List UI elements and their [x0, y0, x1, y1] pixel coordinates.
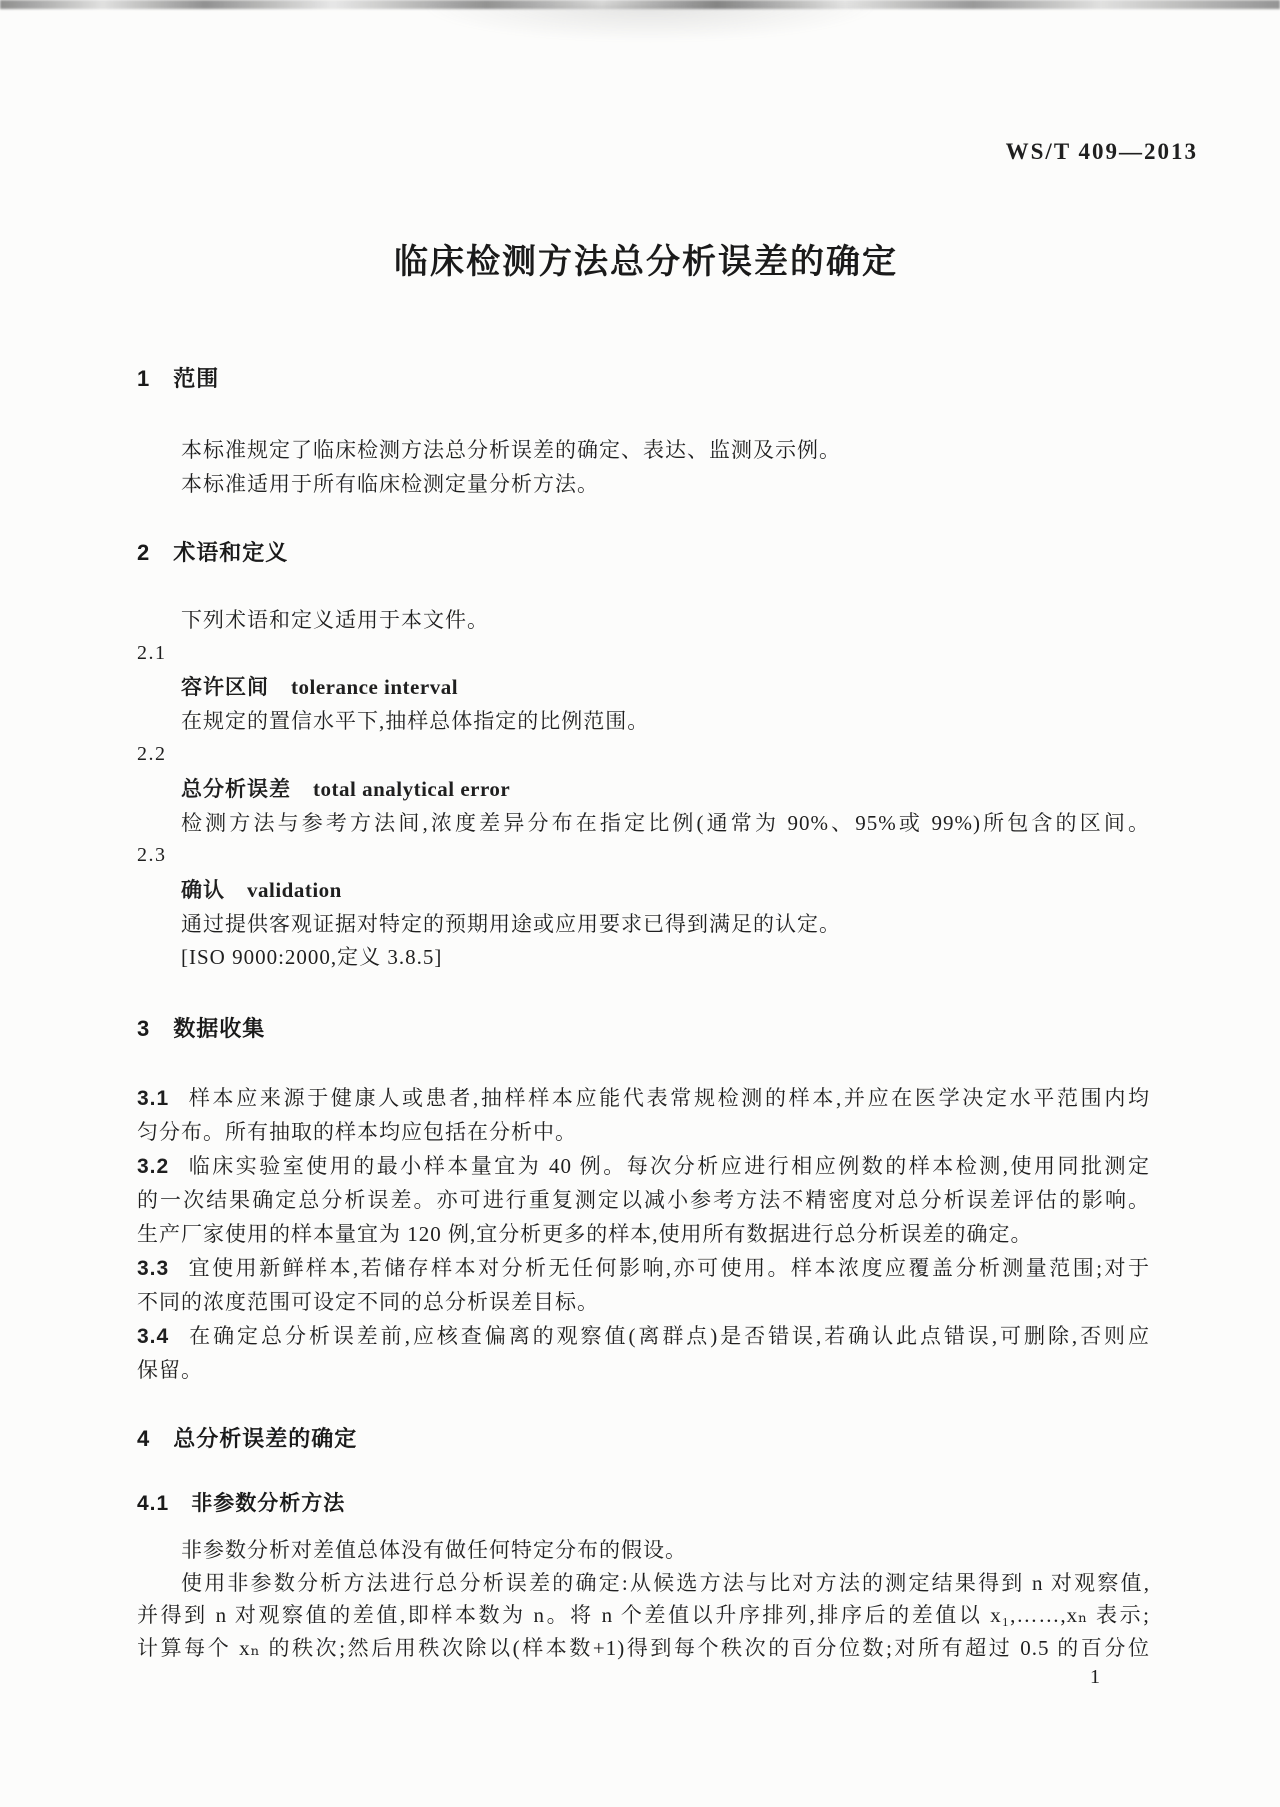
term-2-2-english: total analytical error: [313, 777, 511, 801]
clause-3-4-line-2: 保留。: [137, 1358, 203, 1382]
section-1-paragraph-2: 本标准适用于所有临床检测定量分析方法。: [181, 472, 599, 496]
section-2-intro: 下列术语和定义适用于本文件。: [181, 608, 489, 632]
standard-code: WS/T 409—2013: [1005, 139, 1198, 164]
document-title: 临床检测方法总分析误差的确定: [394, 243, 898, 281]
term-2-1-english: tolerance interval: [291, 675, 459, 699]
term-2-1-title: [181, 673, 458, 702]
term-2-2-chinese: 总分析误差: [181, 778, 291, 801]
clause-3-4-text: 在确定总分析误差前,应核查偏离的观察值(离群点)是否错误,若确认此点错误,可删除,否则应: [187, 1324, 1150, 1348]
section-1-heading: 1 范围: [137, 366, 220, 391]
clause-3-3-text: 宜使用新鲜样本,若储存样本对分析无任何影响,亦可使用。样本浓度应覆盖分析测量范围;对于: [187, 1256, 1150, 1280]
term-2-3-english: validation: [247, 878, 342, 902]
clause-3-1-line-2: 匀分布。所有抽取的样本均应包括在分析中。: [137, 1120, 577, 1144]
section-4-1-paragraph-2-line-1: 使用非参数分析方法进行总分析误差的确定:从候选方法与比对方法的测定结果得到 n 对观察值,: [181, 1571, 1150, 1595]
section-4-1-paragraph-2-line-2: 并得到 n 对观察值的差值,即样本数为 n。将 n 个差值以升序排列,排序后的差值以 x₁,……,xₙ 表示;: [137, 1603, 1150, 1627]
term-2-3-chinese: 确认: [181, 879, 225, 902]
scan-artifact-smudge: [420, 6, 880, 42]
clause-3-1-number: 3.1: [137, 1087, 170, 1110]
clause-3-4-line-1: [137, 1322, 1150, 1351]
term-2-3-definition: 通过提供客观证据对特定的预期用途或应用要求已得到满足的认定。: [181, 912, 841, 936]
clause-3-3-number: 3.3: [137, 1257, 170, 1280]
clause-3-1-line-1: [137, 1084, 1150, 1113]
term-2-3-number: 2.3: [137, 844, 167, 866]
clause-3-3-line-1: [137, 1254, 1150, 1283]
term-2-1-definition: 在规定的置信水平下,抽样总体指定的比例范围。: [181, 709, 650, 733]
term-2-1-number: 2.1: [137, 642, 167, 664]
term-2-1-chinese: 容许区间: [181, 676, 269, 699]
clause-3-2-text: 临床实验室使用的最小样本量宜为 40 例。每次分析应进行相应例数的样本检测,使用同批测定: [187, 1154, 1150, 1178]
term-2-3-title: [181, 876, 342, 905]
section-4-1-heading: 4.1 非参数分析方法: [137, 1492, 346, 1515]
section-2-heading: 2 术语和定义: [137, 540, 289, 565]
section-4-heading: 4 总分析误差的确定: [137, 1426, 358, 1451]
page-number: 1: [1090, 1666, 1101, 1688]
clause-3-2-number: 3.2: [137, 1155, 170, 1178]
section-4-1-paragraph-1: 非参数分析对差值总体没有做任何特定分布的假设。: [181, 1538, 687, 1562]
clause-3-2-line-2: 的一次结果确定总分析误差。亦可进行重复测定以减小参考方法不精密度对总分析误差评估的影响。: [137, 1188, 1150, 1212]
section-3-heading: 3 数据收集: [137, 1016, 266, 1041]
term-2-2-definition: 检测方法与参考方法间,浓度差异分布在指定比例(通常为 90%、95%或 99%)所包含的区间。: [181, 811, 1150, 835]
clause-3-2-line-3: 生产厂家使用的样本量宜为 120 例,宜分析更多的样本,使用所有数据进行总分析误差的确定。: [137, 1222, 1033, 1246]
clause-3-2-line-1: [137, 1152, 1150, 1181]
term-2-2-number: 2.2: [137, 743, 167, 765]
term-2-2-title: [181, 775, 510, 804]
clause-3-1-text: 样本应来源于健康人或患者,抽样样本应能代表常规检测的样本,并应在医学决定水平范围内均: [187, 1086, 1150, 1110]
clause-3-4-number: 3.4: [137, 1325, 170, 1348]
clause-3-3-line-2: 不同的浓度范围可设定不同的总分析误差目标。: [137, 1290, 599, 1314]
section-1-paragraph-1: 本标准规定了临床检测方法总分析误差的确定、表达、监测及示例。: [181, 438, 841, 462]
term-2-3-source: [ISO 9000:2000,定义 3.8.5]: [181, 945, 443, 969]
section-4-1-paragraph-2-line-3: 计算每个 xₙ 的秩次;然后用秩次除以(样本数+1)得到每个秩次的百分位数;对所有超过 0.5 的百分位: [137, 1636, 1150, 1660]
